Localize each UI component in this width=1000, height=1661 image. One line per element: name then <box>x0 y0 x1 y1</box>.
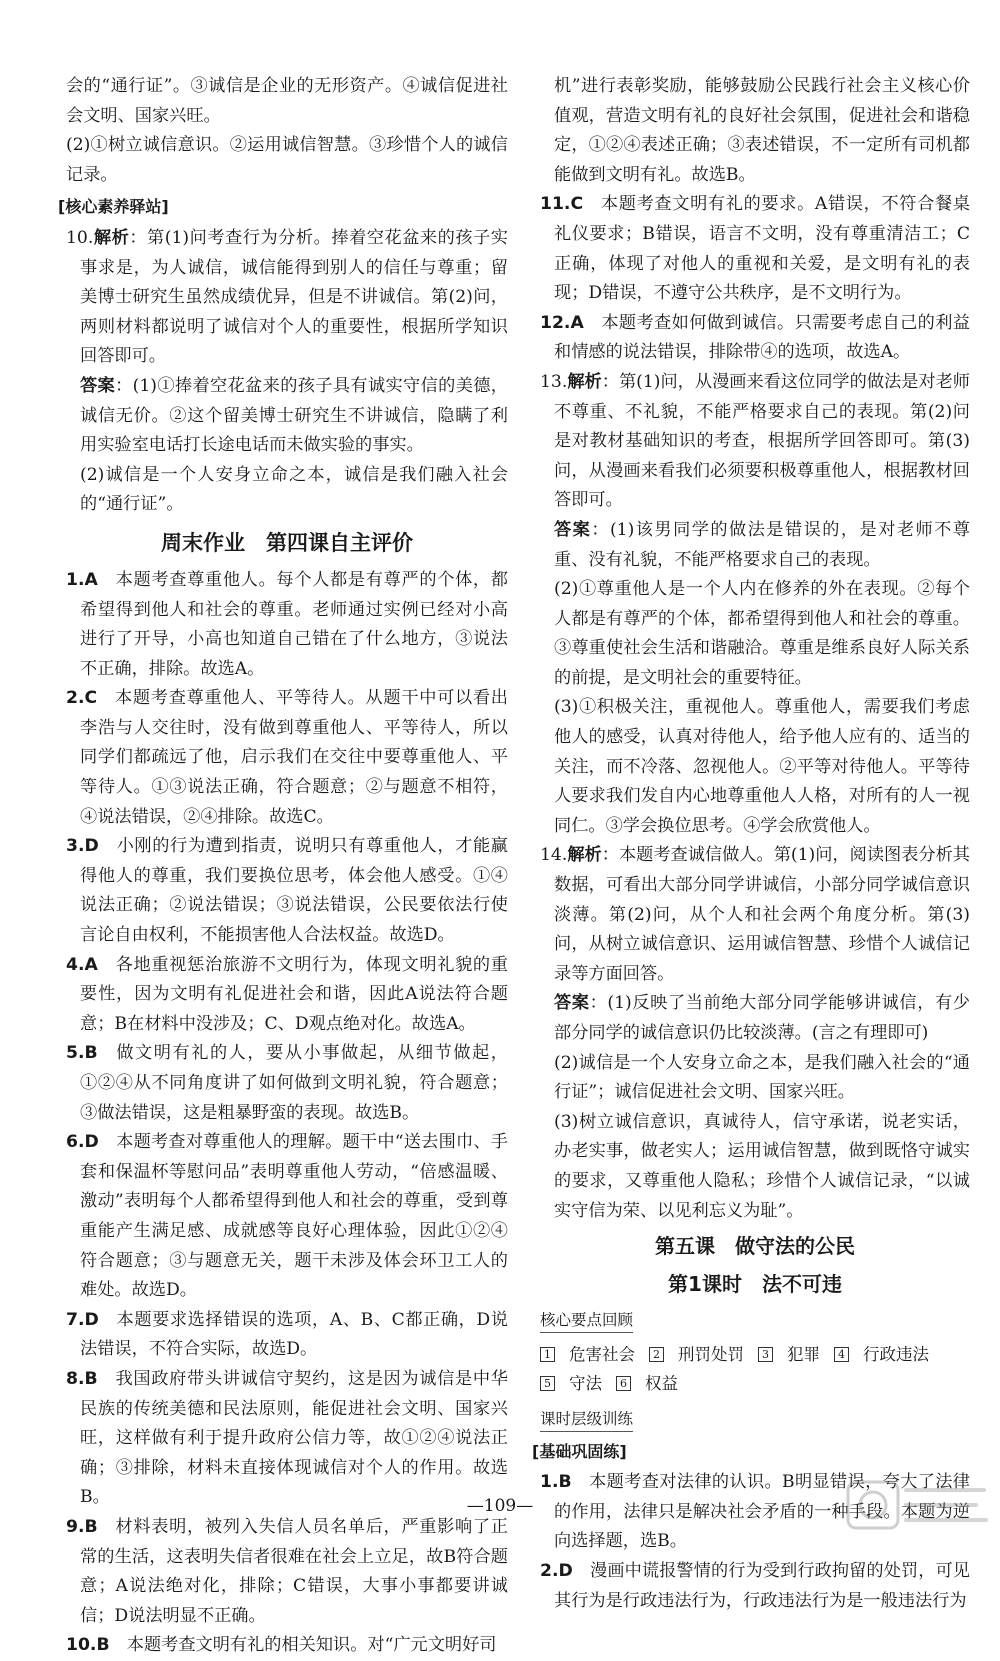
answer-explanation: 各地重视惩治旅游不文明行为，体现文明礼貌的重要性，因为文明有礼促进社会和谐，因此A说法符合题意；B在材料中没涉及；C、D观点绝对化。故选A。 <box>80 954 508 1034</box>
answer-label: 答案 <box>554 993 590 1014</box>
keyword-item <box>540 1345 635 1364</box>
analysis-label: 解析 <box>93 227 130 248</box>
keyword-item <box>649 1345 744 1364</box>
left-answer-item <box>66 566 508 684</box>
question-13-answer-2: (2)①尊重他人是一个人内在修养的外在表现。②每个人都是有尊严的个体，都希望得到他人和社会的尊重。③尊重使社会生活和谐融洽。尊重是维系良好人际关系的前提，是文明社会的重要特征。 <box>554 579 970 688</box>
answer-choice: 8.B <box>66 1368 98 1389</box>
answer-label: 答案 <box>554 519 592 540</box>
question-number: 13. <box>540 371 568 392</box>
basic-answer-item <box>540 1557 970 1616</box>
left-answer-item <box>66 1039 508 1128</box>
intro-line-1: 会的“通行证”。③诚信是企业的无形资产。④诚信促进社会文明、国家兴旺。 <box>66 76 508 126</box>
right-answer-list <box>540 190 970 368</box>
right-answer-item <box>540 309 970 368</box>
keyword-text: 行政违法 <box>863 1344 929 1364</box>
answer-label: 答案 <box>80 375 116 396</box>
keyword-number-box: 4 <box>834 1347 849 1362</box>
left-answer-item <box>66 1306 508 1365</box>
intro-line-2: (2)①树立诚信意识。②运用诚信智慧。③珍惜个人的诚信记录。 <box>66 135 508 185</box>
answer-explanation: 本题考查尊重他人、平等待人。从题干中可以看出李浩与人交往时，没有做到尊重他人、平等待人，所以同学们都疏远了他，启示我们在交往中要尊重他人、平等待人。①③说法正确，符合题意；②与题意不相符，④说法错误，②④排除。故选C。 <box>80 688 508 827</box>
left-answer-item <box>66 1365 508 1513</box>
answer-explanation: 漫画中谎报警情的行为受到行政拘留的处罚，可见其行为是行政违法行为，行政违法行为是一般违法行为 <box>554 1560 970 1611</box>
left-answer-item <box>66 832 508 950</box>
answer-explanation: 材料表明，被列入失信人员名单后，严重影响了正常的生活，这表明失信者很难在社会上立足，故B符合题意；A说法绝对化，排除；C错误，大事小事都要讲诚信；D说法明显不正确。 <box>80 1516 508 1626</box>
keyword-number-box: 5 <box>540 1376 555 1391</box>
left-answer-item <box>66 1631 508 1661</box>
answer-explanation: 我国政府带头讲诚信守契约，这是因为诚信是中华民族的传统美德和民法原则，能促进社会文明、国家兴旺，这样做有利于提升政府公信力等，故①②④说法正确；③排除，材料未直接体现诚信对个人的作用。故选B。 <box>80 1368 508 1508</box>
keyword-text: 权益 <box>645 1374 678 1394</box>
question-number: 14. <box>540 845 568 866</box>
answer-choice: 11.C <box>540 194 584 215</box>
keyword-number-box: 6 <box>616 1376 631 1391</box>
keyword-item <box>540 1374 602 1393</box>
right-answer-item <box>540 190 970 308</box>
answer-explanation: 小刚的行为遭到指责，说明只有尊重他人，才能赢得他人的尊重，我们要换位思考，体会他人感受。①④说法正确；②说法错误；③说法错误，公民要依法行使言论自由权利，不能损害他人合法权益。故选D。 <box>80 836 508 946</box>
question-14-answer-3: (3)树立诚信意识，真诚待人，信守承诺，说老实话，办老实事，做老实人；运用诚信智慧，做到既恪守诚实的要求，又尊重他人隐私；珍惜个人诚信记录，“以诚实守信为荣、以见利忘义为耻”。 <box>554 1111 970 1221</box>
left-answer-item <box>66 684 508 832</box>
answer-choice: 1.A <box>66 569 98 590</box>
keyword-text: 守法 <box>569 1374 602 1394</box>
section-tag-core-literacy: [核心素养驿站] <box>58 197 169 217</box>
keyword-item <box>616 1374 678 1393</box>
analysis-text: ：第(1)问考查行为分析。捧着空花盆来的孩子实事求是，为人诚信，诚信能得到别人的信任与尊重；留美博士研究生虽然成绩优异，但是不讲诚信。第(2)问，两则材料都说明了诚信对个人的重要性，根据所学知识回答即可。 <box>80 227 508 367</box>
answer-explanation: 本题考查对法律的认识。B明显错误，夸大了法律的作用，法律只是解决社会矛盾的一种手段。本题为逆向选择题，选B。 <box>554 1472 970 1552</box>
question-14-answer-2: (2)诚信是一个人安身立命之本，是我们融入社会的“通行证”；诚信促进社会文明、国家兴旺。 <box>554 1052 970 1103</box>
answer-choice: 9.B <box>66 1516 98 1537</box>
keyword-number-box: 2 <box>649 1347 664 1362</box>
right-column <box>532 72 970 1616</box>
lesson-title: 第1课时 法不可违 <box>668 1272 842 1297</box>
question-14-analysis <box>540 841 970 989</box>
keyword-item <box>834 1345 929 1364</box>
analysis-text: ：第(1)问，从漫画来看这位同学的做法是对老师不尊重、不礼貌，不能严格要求自己的表现。第(2)问是对教材基础知识的考查，根据所学回答即可。第(3)问，从漫画来看我们必须要积极尊重他人，根据教材回答即可。 <box>554 371 970 511</box>
keyword-number-box: 3 <box>758 1347 773 1362</box>
left-answer-item <box>66 951 508 1040</box>
answer-choice: 5.B <box>66 1043 98 1064</box>
answer-choice: 7.D <box>66 1309 99 1330</box>
answer-text: ：(1)该男同学的做法是错误的，是对老师不尊重、没有礼貌，不能严格要求自己的表现。 <box>554 519 970 570</box>
review-title: 核心要点回顾 <box>540 1308 633 1333</box>
keyword-number-box: 1 <box>540 1347 555 1362</box>
answer-explanation: 本题要求选择错误的选项，A、B、C都正确，D说法错误，不符合实际，故选D。 <box>80 1309 508 1360</box>
answer-choice: 6.D <box>66 1132 99 1153</box>
question-13-answer <box>540 516 970 575</box>
analysis-label: 解析 <box>567 371 602 392</box>
answer-explanation: 本题考查对尊重他人的理解。题干中“送去围巾、手套和保温杯等慰问品”表明尊重他人劳动，“倍感温暖、激动”表明每个人都希望得到他人和社会的尊重，受到尊重能产生满足感、成就感等良好心理体验，因此①②④符合题意；③与题意无关，题干未涉及体会环卫工人的难处。故选D。 <box>80 1132 508 1301</box>
analysis-label: 解析 <box>567 845 602 866</box>
left-answer-item <box>66 1513 508 1631</box>
question-10-continuation: 机”进行表彰奖励，能够鼓励公民践行社会主义核心价值观，营造文明有礼的良好社会氛围，促进社会和谐稳定，①②④表述正确；③表述错误，不一定所有司机都能做到文明有礼。故选B。 <box>554 76 970 185</box>
left-column <box>58 72 508 1661</box>
keyword-text: 刑罚处罚 <box>678 1344 744 1364</box>
answer-choice: 10.B <box>66 1635 110 1656</box>
answer-explanation: 本题考查如何做到诚信。只需要考虑自己的利益和情感的说法错误，排除带④的选项，故选A。 <box>554 312 970 363</box>
keyword-item <box>758 1345 820 1364</box>
answer-explanation: 本题考查文明有礼的要求。A错误，不符合餐桌礼仪要求；B错误，语言不文明，没有尊重清洁工；C正确，体现了对他人的重视和关爱，是文明有礼的表现；D错误，不遵守公共秩序，是不文明行为。 <box>554 194 970 304</box>
page-number: —109— <box>466 1496 534 1516</box>
answer-explanation: 做文明有礼的人，要从小事做起，从细节做起，①②④从不同角度讲了如何做到文明礼貌，符合题意；③做法错误，这是粗暴野蛮的表现。故选B。 <box>80 1043 508 1123</box>
section-heading-weekend-homework: 周末作业 第四课自主评价 <box>161 530 413 555</box>
training-title: 课时层级训练 <box>540 1407 633 1432</box>
keyword-text: 危害社会 <box>569 1344 635 1364</box>
keyword-list <box>540 1340 970 1399</box>
answer-explanation: 本题考查文明有礼的相关知识。对“广元文明好司 <box>126 1635 497 1656</box>
analysis-text: ：本题考查诚信做人。第(1)问，阅读图表分析其数据，可看出大部分同学讲诚信，小部分同学诚信意识淡薄。第(2)问，从个人和社会两个角度分析。第(3)问，从树立诚信意识、运用诚信智慧、珍惜个人诚信记录等方面回答。 <box>554 845 970 984</box>
answer-choice: 3.D <box>66 836 99 857</box>
answer-choice: 2.C <box>66 688 98 709</box>
answer-choice: 1.B <box>540 1472 572 1493</box>
answer-choice: 12.A <box>540 312 584 333</box>
answer-choice: 4.A <box>66 954 98 975</box>
question-10-answer-2: (2)诚信是一个人安身立命之本，诚信是我们融入社会的“通行证”。 <box>80 464 508 515</box>
section-tag-basic: [基础巩固练] <box>532 1441 627 1461</box>
question-13-analysis <box>540 368 970 516</box>
left-answer-item <box>66 1128 508 1306</box>
answer-text: ：(1)①捧着空花盆来的孩子具有诚实守信的美德，诚信无价。②这个留美博士研究生不讲诚信，隐瞒了利用实验室电话打长途电话而未做实验的事实。 <box>80 375 508 456</box>
answer-explanation: 本题考查尊重他人。每个人都是有尊严的个体，都希望得到他人和社会的尊重。老师通过实例已经对小高进行了开导，小高也知道自己错在了什么地方，③说法不正确，排除。故选A。 <box>80 569 508 679</box>
question-10-answer <box>66 372 508 461</box>
question-10-analysis <box>66 224 508 372</box>
answer-text: ：(1)反映了当前绝大部分同学能够讲诚信，有少部分同学的诚信意识仍比较淡薄。(言之有理即可) <box>554 993 970 1043</box>
question-13-answer-3: (3)①积极关注，重视他人。尊重他人，需要我们考虑他人的感受，认真对待他人，给予他人应有的、适当的关注，而不冷落、忽视他人。②平等对待他人。平等待人要求我们发自内心地尊重他人人格，对所有的人一视同仁。③学会换位思考。④学会欣赏他人。 <box>554 697 970 836</box>
answer-choice: 2.D <box>540 1560 573 1581</box>
keyword-text: 犯罪 <box>787 1344 820 1364</box>
question-number: 10. <box>66 227 94 248</box>
watermark-logo <box>846 1478 992 1532</box>
question-14-answer <box>540 989 970 1048</box>
chapter-title: 第五课 做守法的公民 <box>655 1234 855 1259</box>
